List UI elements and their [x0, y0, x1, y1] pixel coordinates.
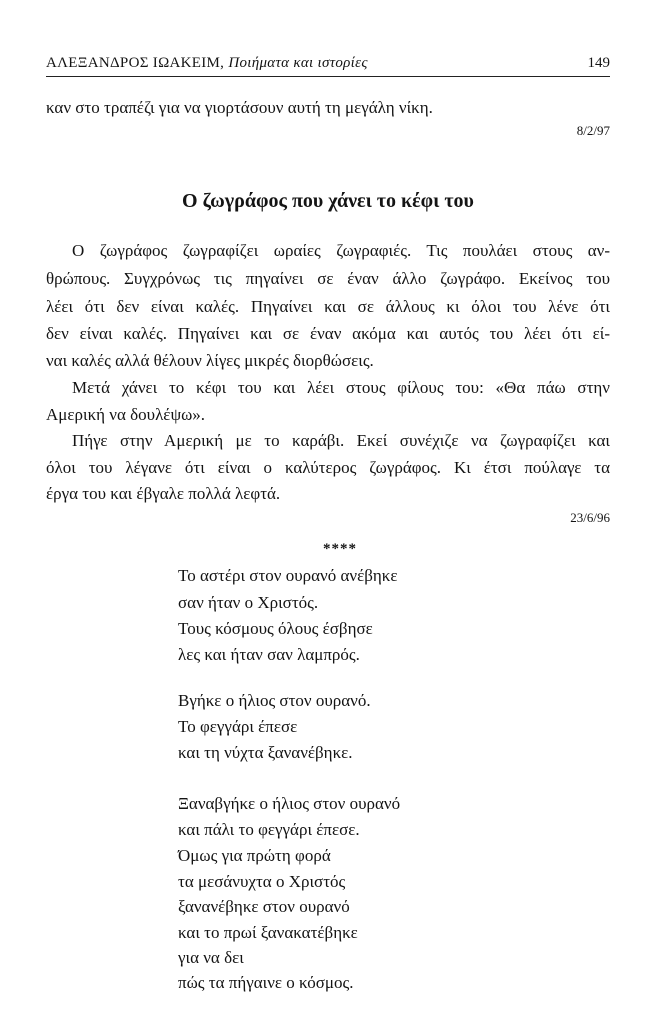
- story-title: Ο ζωγράφος που χάνει το κέφι του: [182, 190, 474, 212]
- section-separator: ****: [323, 541, 357, 557]
- poem-line: πώς τα πήγαινε ο κόσμος.: [178, 973, 354, 992]
- poem-line: Όμως για πρώτη φορά: [178, 846, 331, 865]
- intro-line: καν στο τραπέζι για να γιορτάσουν αυτή τη μεγάλη νίκη.: [46, 98, 433, 117]
- poem-line: σαν ήταν ο Χριστός.: [178, 593, 319, 612]
- poem-line: λες και ήταν σαν λαμπρός.: [178, 645, 360, 664]
- book-subtitle: Ποιήματα και ιστορίες: [228, 55, 368, 71]
- story-line: Ο ζωγράφος ζωγραφίζει ωραίες ζωγραφιές. Τις πουλάει στους αν-: [72, 241, 610, 260]
- poem-line: Βγήκε ο ήλιος στον ουρανό.: [178, 691, 371, 710]
- author-name: ΑΛΕΞΑΝΔΡΟΣ ΙΩΑΚΕΙΜ,: [46, 55, 225, 71]
- story-line: δεν είναι καλές. Πηγαίνει και σε έναν ακόμα και αυτός του λέει ότι εί-: [46, 324, 610, 343]
- poem-line: Το αστέρι στον ουρανό ανέβηκε: [178, 566, 398, 585]
- story-line: λέει ότι δεν είναι καλές. Πηγαίνει και σε άλλους κι όλοι του λένε ότι: [46, 297, 610, 316]
- poem-line: και το πρωί ξανακατέβηκε: [178, 923, 358, 942]
- poem-line: ξανανέβηκε στον ουρανό: [178, 897, 350, 916]
- date-stamp-2: 23/6/96: [570, 510, 610, 525]
- poem-line: τα μεσάνυχτα ο Χριστός: [178, 872, 346, 891]
- story-line: όλοι του λέγανε ότι είναι ο καλύτερος ζωγράφος. Κι έτσι πούλαγε τα: [46, 458, 610, 477]
- poem-line: Τους κόσμους όλους έσβησε: [178, 619, 373, 638]
- story-line: θρώπους. Συγχρόνως τις πηγαίνει σε έναν άλλο ζωγράφο. Εκείνος του: [46, 269, 610, 288]
- story-line: Μετά χάνει το κέφι του και λέει στους φίλους του: «Θα πάω στην: [72, 378, 610, 397]
- story-line: έργα του και έβγαλε πολλά λεφτά.: [46, 484, 281, 503]
- header-author: [46, 55, 368, 72]
- poem-line: και πάλι το φεγγάρι έπεσε.: [178, 820, 360, 839]
- poem-line: Το φεγγάρι έπεσε: [178, 717, 298, 736]
- story-line: Πήγε στην Αμερική με το καράβι. Εκεί συνέχιζε να ζωγραφίζει και: [72, 431, 610, 450]
- story-line: Αμερική να δουλέψω».: [46, 405, 206, 424]
- poem-line: Ξαναβγήκε ο ήλιος στον ουρανό: [178, 794, 401, 813]
- date-stamp-1: 8/2/97: [576, 123, 610, 138]
- story-line: ναι καλές αλλά θέλουν λίγες μικρές διορθώσεις.: [46, 351, 374, 370]
- poem-line: και τη νύχτα ξανανέβηκε.: [178, 743, 353, 762]
- running-header: [46, 52, 610, 77]
- poem-line: για να δει: [178, 948, 244, 967]
- page-number: 149: [587, 55, 610, 71]
